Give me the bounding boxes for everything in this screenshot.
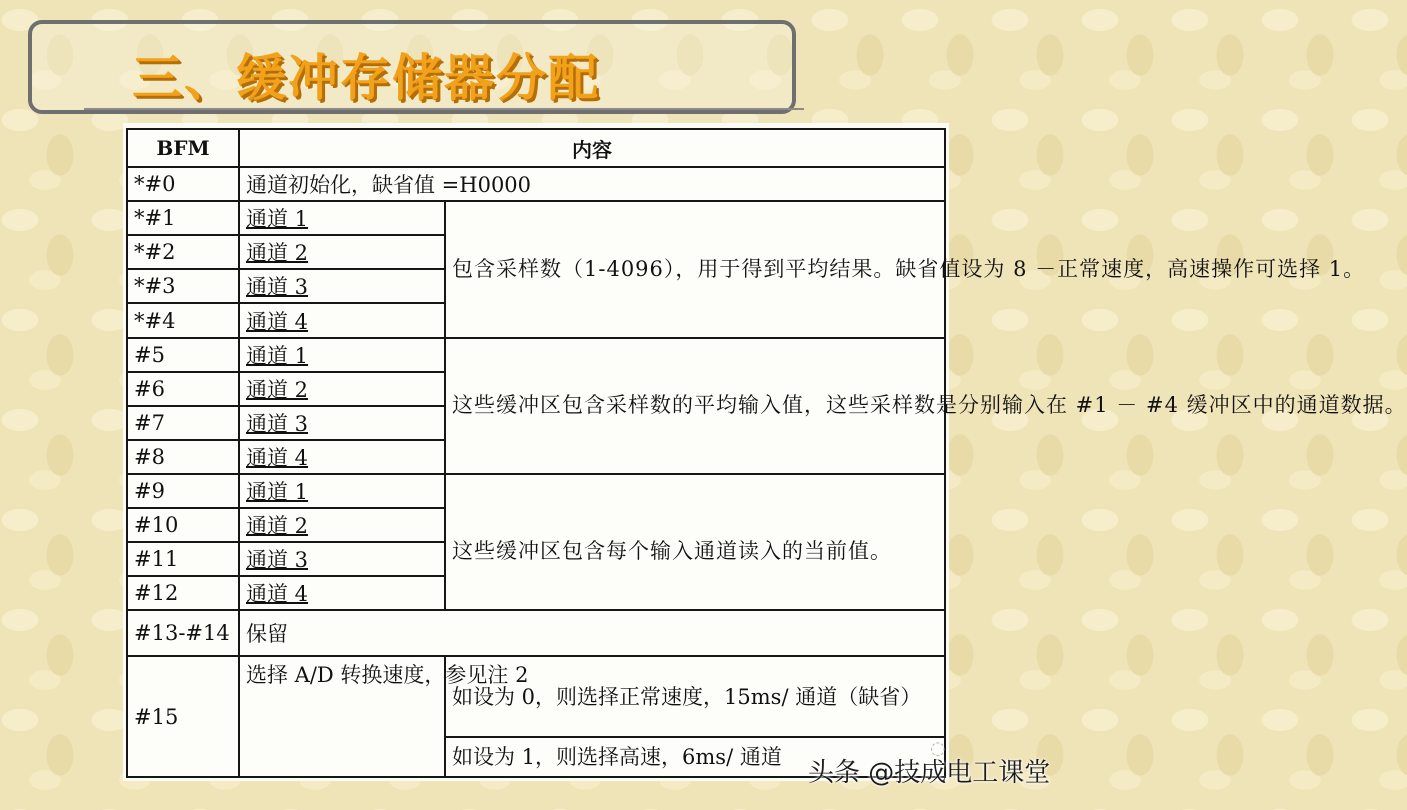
table-row — [127, 656, 945, 736]
channel-cell: 通道 1 — [239, 201, 445, 235]
watermark-text: 头条 @技成电工课堂 — [808, 758, 1051, 788]
bfm-cell: #15 — [127, 656, 239, 777]
title-underline — [84, 108, 804, 110]
option-cell: 如设为 0，则选择正常速度，15ms/ 通道（缺省） — [445, 656, 945, 736]
table-header-row — [127, 129, 945, 167]
bfm-cell: #5 — [127, 338, 239, 372]
bfm-cell: *#0 — [127, 167, 239, 201]
table-row — [127, 610, 945, 656]
bfm-cell: #13-#14 — [127, 610, 239, 656]
bfm-cell: *#1 — [127, 201, 239, 235]
header-bfm: BFM — [127, 129, 239, 167]
bfm-cell: *#4 — [127, 303, 239, 337]
watermark-logo-icon: ◌ — [930, 738, 946, 759]
bfm-cell: #9 — [127, 474, 239, 508]
bfm-cell: *#2 — [127, 235, 239, 269]
description-cell: 这些缓冲区包含每个输入通道读入的当前值。 — [445, 474, 945, 610]
table-row — [127, 167, 945, 201]
channel-cell: 通道 4 — [239, 576, 445, 610]
label-cell: 选择 A/D 转换速度，参见注 2 — [239, 656, 445, 777]
description-cell: 这些缓冲区包含采样数的平均输入值，这些采样数是分别输入在 #1 － #4 缓冲区中的通道数据。 — [445, 338, 945, 474]
bfm-cell: #7 — [127, 406, 239, 440]
table-row — [127, 201, 945, 235]
bfm-cell: *#3 — [127, 269, 239, 303]
header-content: 内容 — [239, 129, 945, 167]
channel-cell: 通道 3 — [239, 269, 445, 303]
table-row — [127, 338, 945, 372]
channel-cell: 通道 2 — [239, 508, 445, 542]
channel-cell: 通道 3 — [239, 406, 445, 440]
channel-cell: 通道 2 — [239, 235, 445, 269]
content-cell: 保留 — [239, 610, 945, 656]
bfm-cell: #12 — [127, 576, 239, 610]
bfm-cell: #6 — [127, 372, 239, 406]
option-cell: 如设为 1，则选择高速，6ms/ 通道 — [445, 737, 945, 777]
channel-cell: 通道 2 — [239, 372, 445, 406]
channel-cell: 通道 4 — [239, 303, 445, 337]
table-row — [127, 474, 945, 508]
description-cell: 包含采样数（1-4096），用于得到平均结果。缺省值设为 8 －正常速度，高速操作可选择 1。 — [445, 201, 945, 337]
bfm-cell: #8 — [127, 440, 239, 474]
title-frame — [28, 20, 796, 114]
bfm-cell: #11 — [127, 542, 239, 576]
channel-cell: 通道 1 — [239, 338, 445, 372]
channel-cell: 通道 1 — [239, 474, 445, 508]
page-title: 三、缓冲存储器分配 — [132, 49, 600, 107]
content-cell: 通道初始化，缺省值 =H0000 — [239, 167, 945, 201]
channel-cell: 通道 4 — [239, 440, 445, 474]
channel-cell: 通道 3 — [239, 542, 445, 576]
bfm-cell: #10 — [127, 508, 239, 542]
